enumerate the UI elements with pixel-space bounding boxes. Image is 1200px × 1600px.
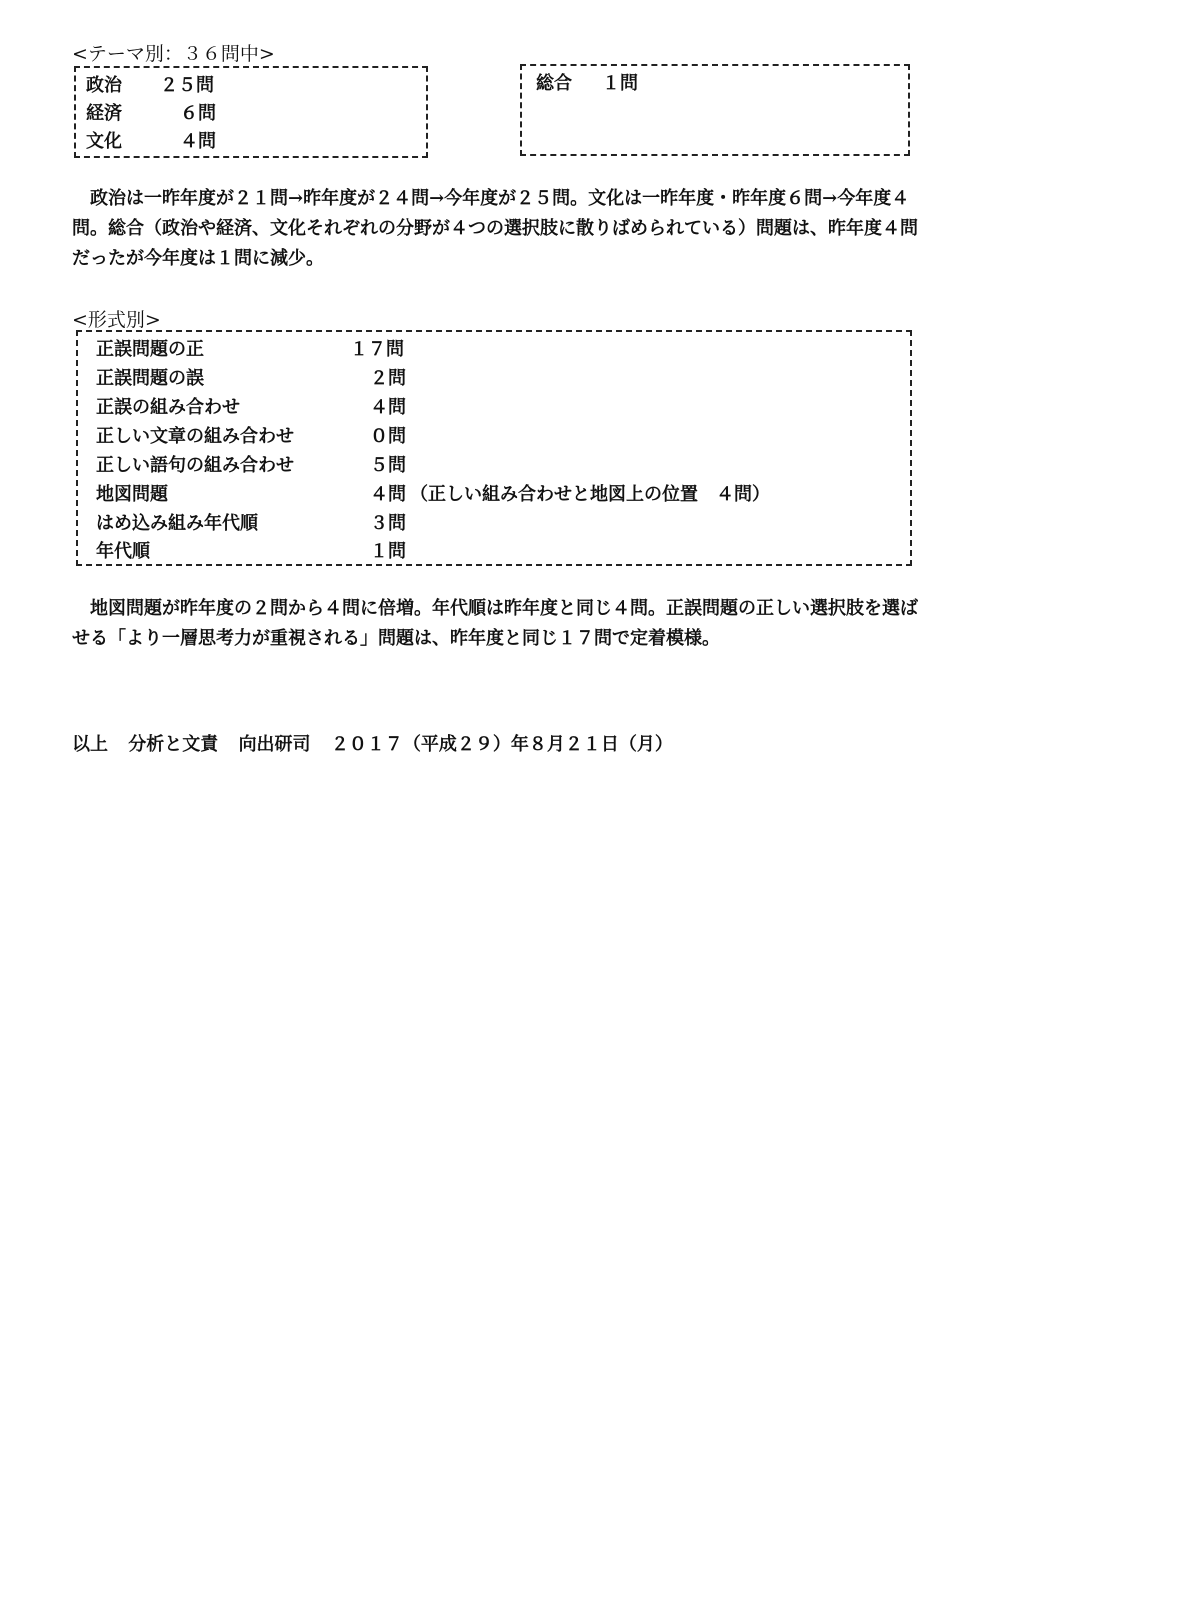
footer-author: 向出研司 [238,734,311,755]
analysis-paragraph-1 [72,184,932,274]
theme-row-name: 政治 [86,75,122,96]
format-row-name: 地図問題 [96,484,168,505]
format-row-note: （正しい組み合わせと地図上の位置 ４問） [410,484,770,505]
theme-right-box [520,64,910,156]
format-row-count: ４問 [370,484,406,505]
format-row-name: 正誤問題の誤 [96,368,204,389]
theme-row-count: １問 [602,73,638,94]
footer-date: ２０１７（平成２９）年８月２１日（月） [330,734,673,755]
theme-row [86,128,122,156]
footer-closing: 以上 [72,734,108,755]
theme-row-name: 文化 [86,131,122,152]
analysis-paragraph-2 [72,594,932,654]
theme-row [86,100,122,128]
format-row-count: ３問 [370,513,406,534]
theme-row-count: ４問 [180,131,216,152]
theme-row [86,72,122,100]
format-row-name: 正誤の組み合わせ [96,397,240,418]
theme-left-box [74,66,428,158]
theme-row-name: 経済 [86,103,122,124]
paragraph-text: 政治は一昨年度が２１問→昨年度が２４問→今年度が２５問。文化は一昨年度・昨年度６問→今年度４問。総合（政治や経済、文化それぞれの分野が４つの選択肢に散りばめられている）問題は、昨年度４問だったが今年度は１問に減少。 [72,188,918,269]
format-row-count: ２問 [370,368,406,389]
paragraph-text: 地図問題が昨年度の２問から４問に倍増。年代順は昨年度と同じ４問。正誤問題の正しい選択肢を選ばせる「より一層思考力が重視される」問題は、昨年度と同じ１７問で定着模様。 [72,598,918,649]
theme-row-count: ６問 [180,103,216,124]
format-row-name: 正しい文章の組み合わせ [96,426,294,447]
format-row-name: 年代順 [96,541,150,562]
footer-responsibility: 分析と文責 [128,734,219,755]
format-row-count: ５問 [370,455,406,476]
theme-row-count: ２５問 [160,75,214,96]
format-row-name: 正誤問題の正 [96,339,204,360]
footer-signature [72,730,687,760]
theme-section-label: <テーマ別：３６問中> [72,43,275,65]
theme-row-name: 総合 [536,73,572,94]
format-row-count: １７問 [350,339,404,360]
format-row-name: 正しい語句の組み合わせ [96,455,294,476]
format-row-count: ４問 [370,397,406,418]
format-section-label: <形式別> [72,309,161,331]
format-row-name: はめ込み組み年代順 [96,513,258,534]
format-row-count: ０問 [370,426,406,447]
format-box [76,330,912,566]
format-row-count: １問 [370,541,406,562]
